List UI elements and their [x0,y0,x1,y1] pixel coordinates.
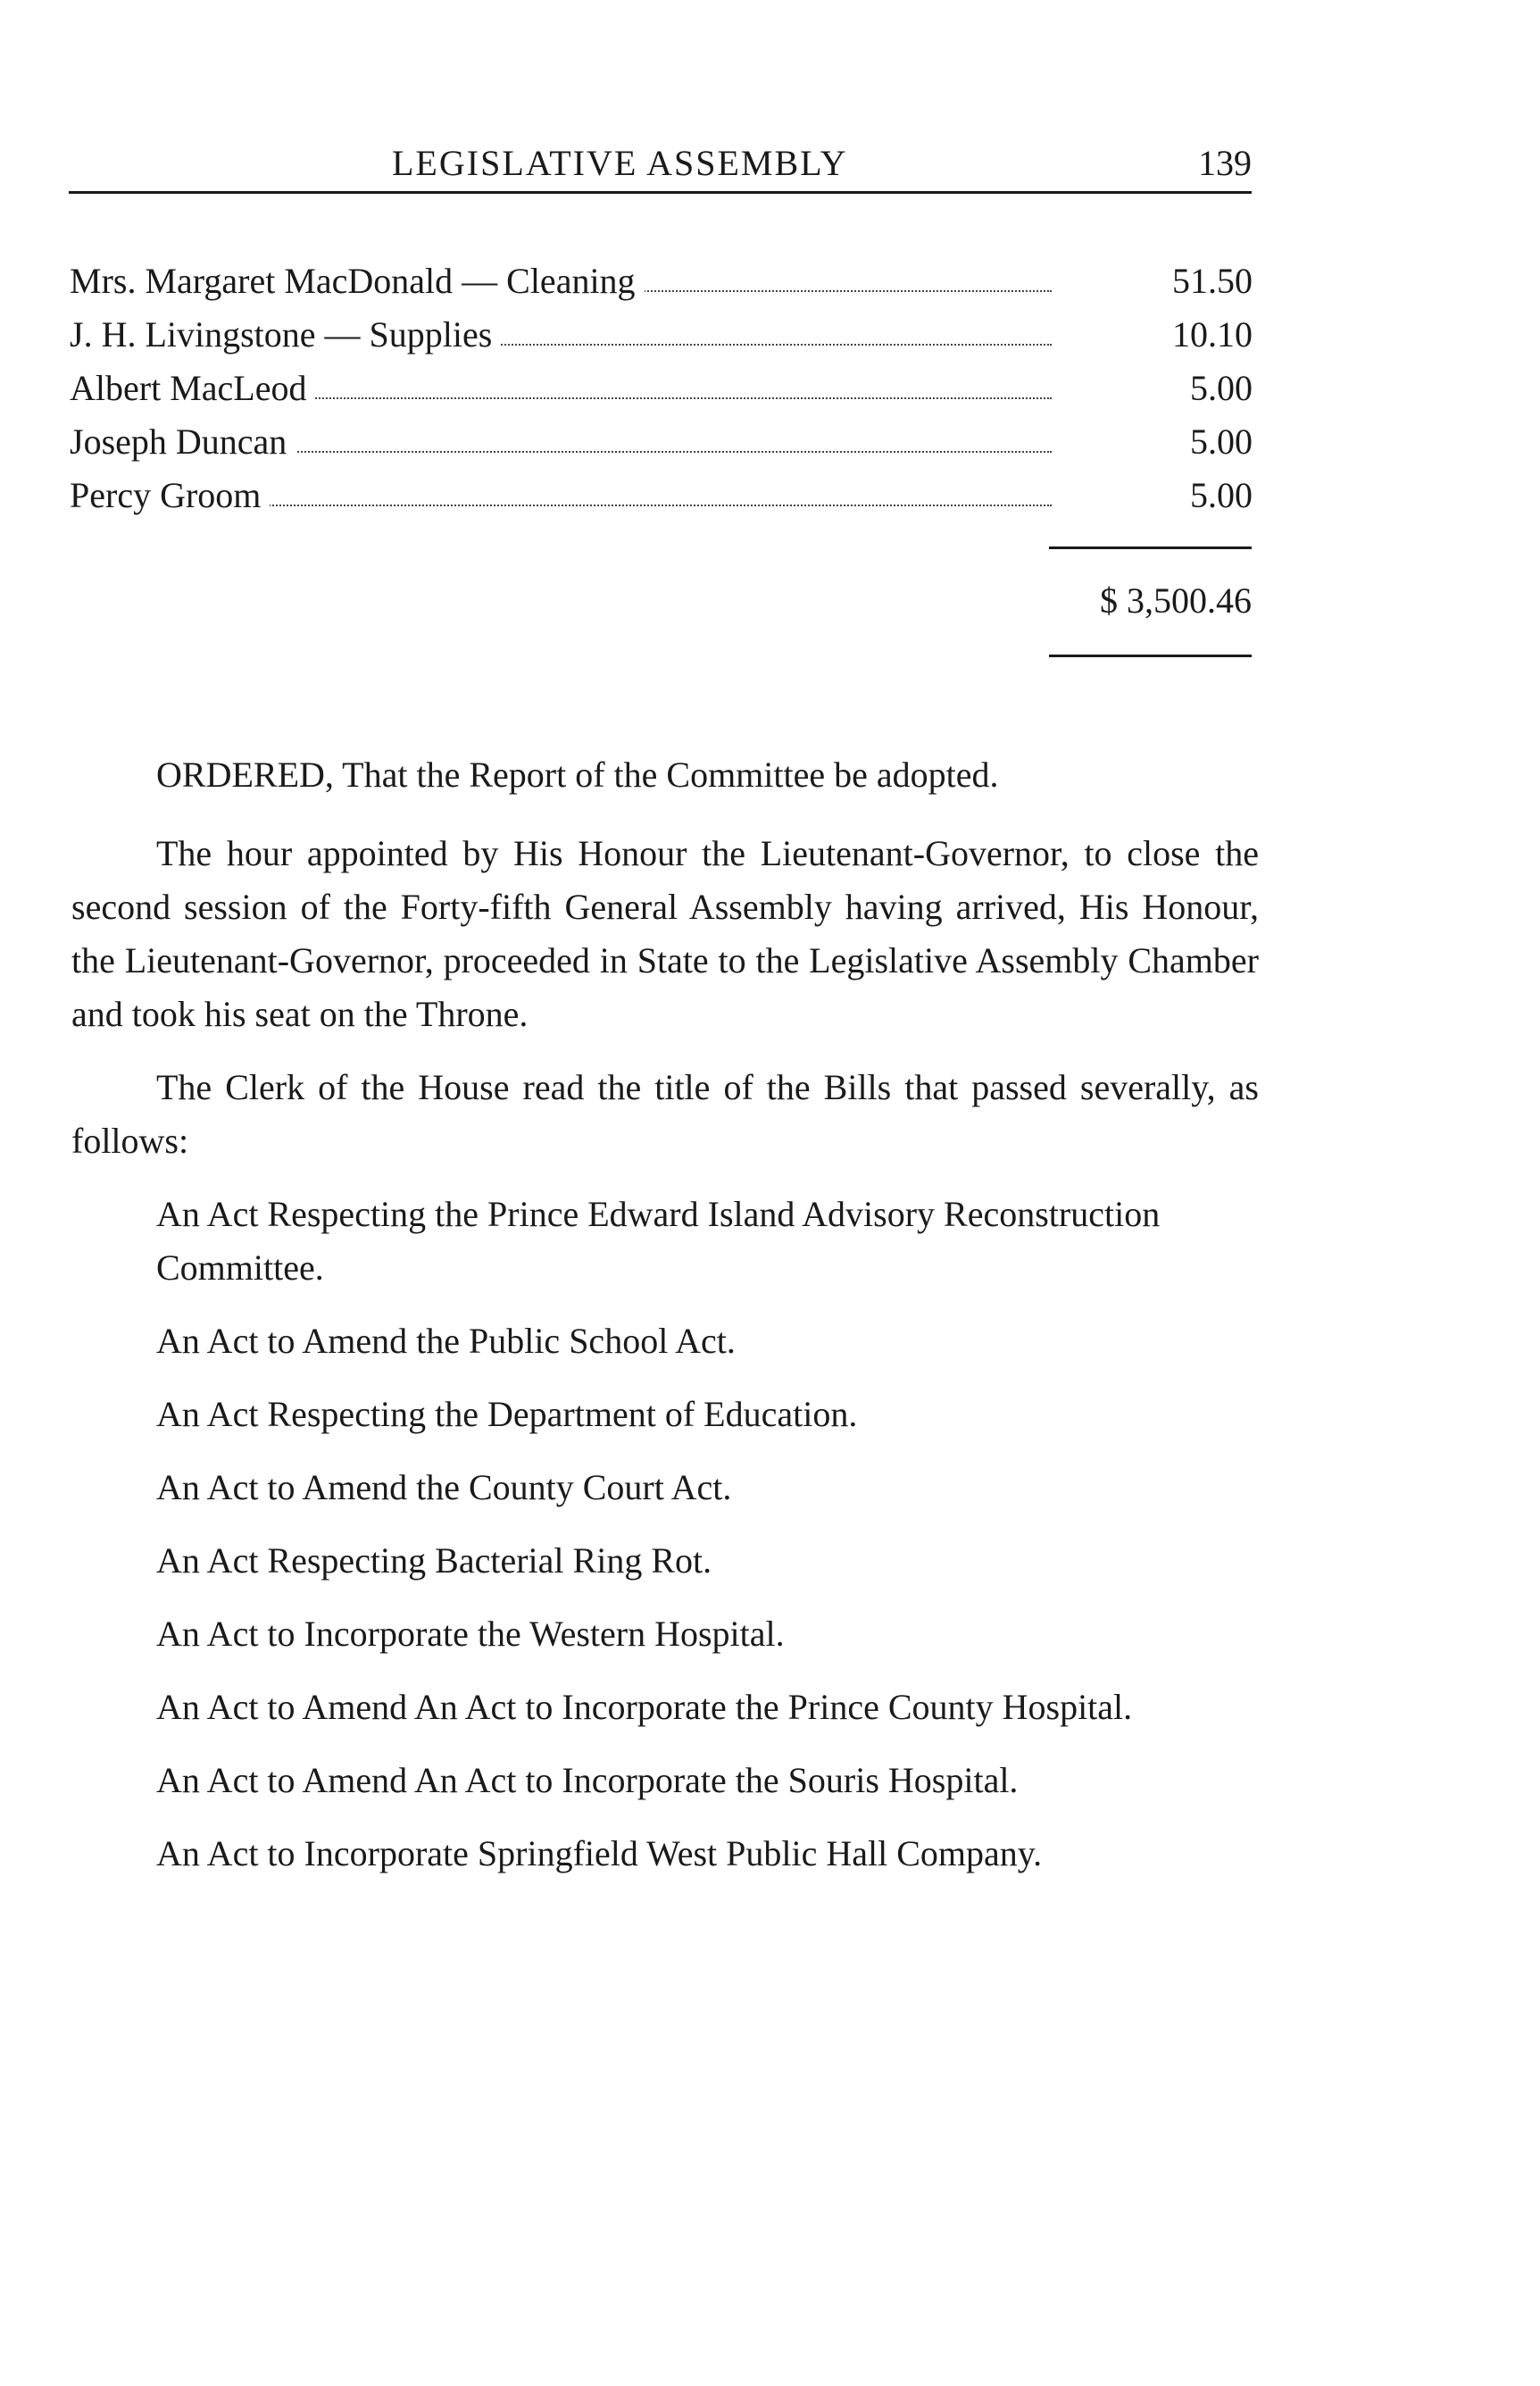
page-number: 139 [1198,143,1252,183]
expense-label: Percy Groom [70,471,270,521]
expense-row [70,471,1253,524]
expense-amount: 5.00 [1190,368,1253,408]
expense-label: Mrs. Margaret MacDonald — Cleaning [70,256,645,306]
act-title: An Act to Incorporate the Western Hospital. [156,1614,785,1654]
paragraph: The Clerk of the House read the title of the Bills that passed severally, as follows: [71,1067,1259,1161]
running-header [69,141,1252,191]
expense-amount: 10.10 [1172,314,1253,355]
expense-label: Albert MacLeod [70,363,315,413]
expense-amount: 51.50 [1172,261,1253,301]
expense-amount: 5.00 [1190,421,1253,462]
expense-list [70,256,1253,524]
body-text [71,748,1259,1900]
expense-amount: 5.00 [1190,475,1253,515]
paragraph: The hour appointed by His Honour the Lieutenant-Governor, to close the second session of the Forty-fifth General Assembly having arrived, His Honour, the Lieutenant-Governor, proceeded in State to the Legislative Assembly Chamber and took his seat on the Throne. [71,833,1259,1034]
act-title: An Act to Amend the County Court Act. [156,1467,732,1507]
expense-row [70,310,1253,363]
expense-row [70,256,1253,310]
total-rule-bottom [1049,655,1252,657]
header-rule [69,191,1252,194]
expense-row [70,417,1253,471]
act-title: An Act to Amend An Act to Incorporate the Prince County Hospital. [156,1687,1133,1727]
ordered-paragraph: ORDERED, That the Report of the Committee be adopted. [156,755,999,795]
expense-row [70,363,1253,417]
total-rule-top [1049,546,1252,549]
act-title: An Act Respecting Bacterial Ring Rot. [156,1540,712,1581]
expense-total: $ 3,500.46 [1100,580,1252,621]
expense-label: J. H. Livingstone — Supplies [70,310,501,360]
act-title: An Act to Amend An Act to Incorporate the Souris Hospital. [156,1760,1019,1800]
act-title: An Act to Amend the Public School Act. [156,1321,736,1361]
expense-label: Joseph Duncan [70,417,296,467]
act-title: An Act Respecting the Department of Education. [156,1394,858,1434]
act-title: An Act Respecting the Prince Edward Island Advisory Reconstruction Committee. [156,1194,1161,1288]
acts-list [71,1188,1259,1881]
header-title: LEGISLATIVE ASSEMBLY [392,143,848,183]
act-title: An Act to Incorporate Springfield West Public Hall Company. [156,1833,1043,1873]
